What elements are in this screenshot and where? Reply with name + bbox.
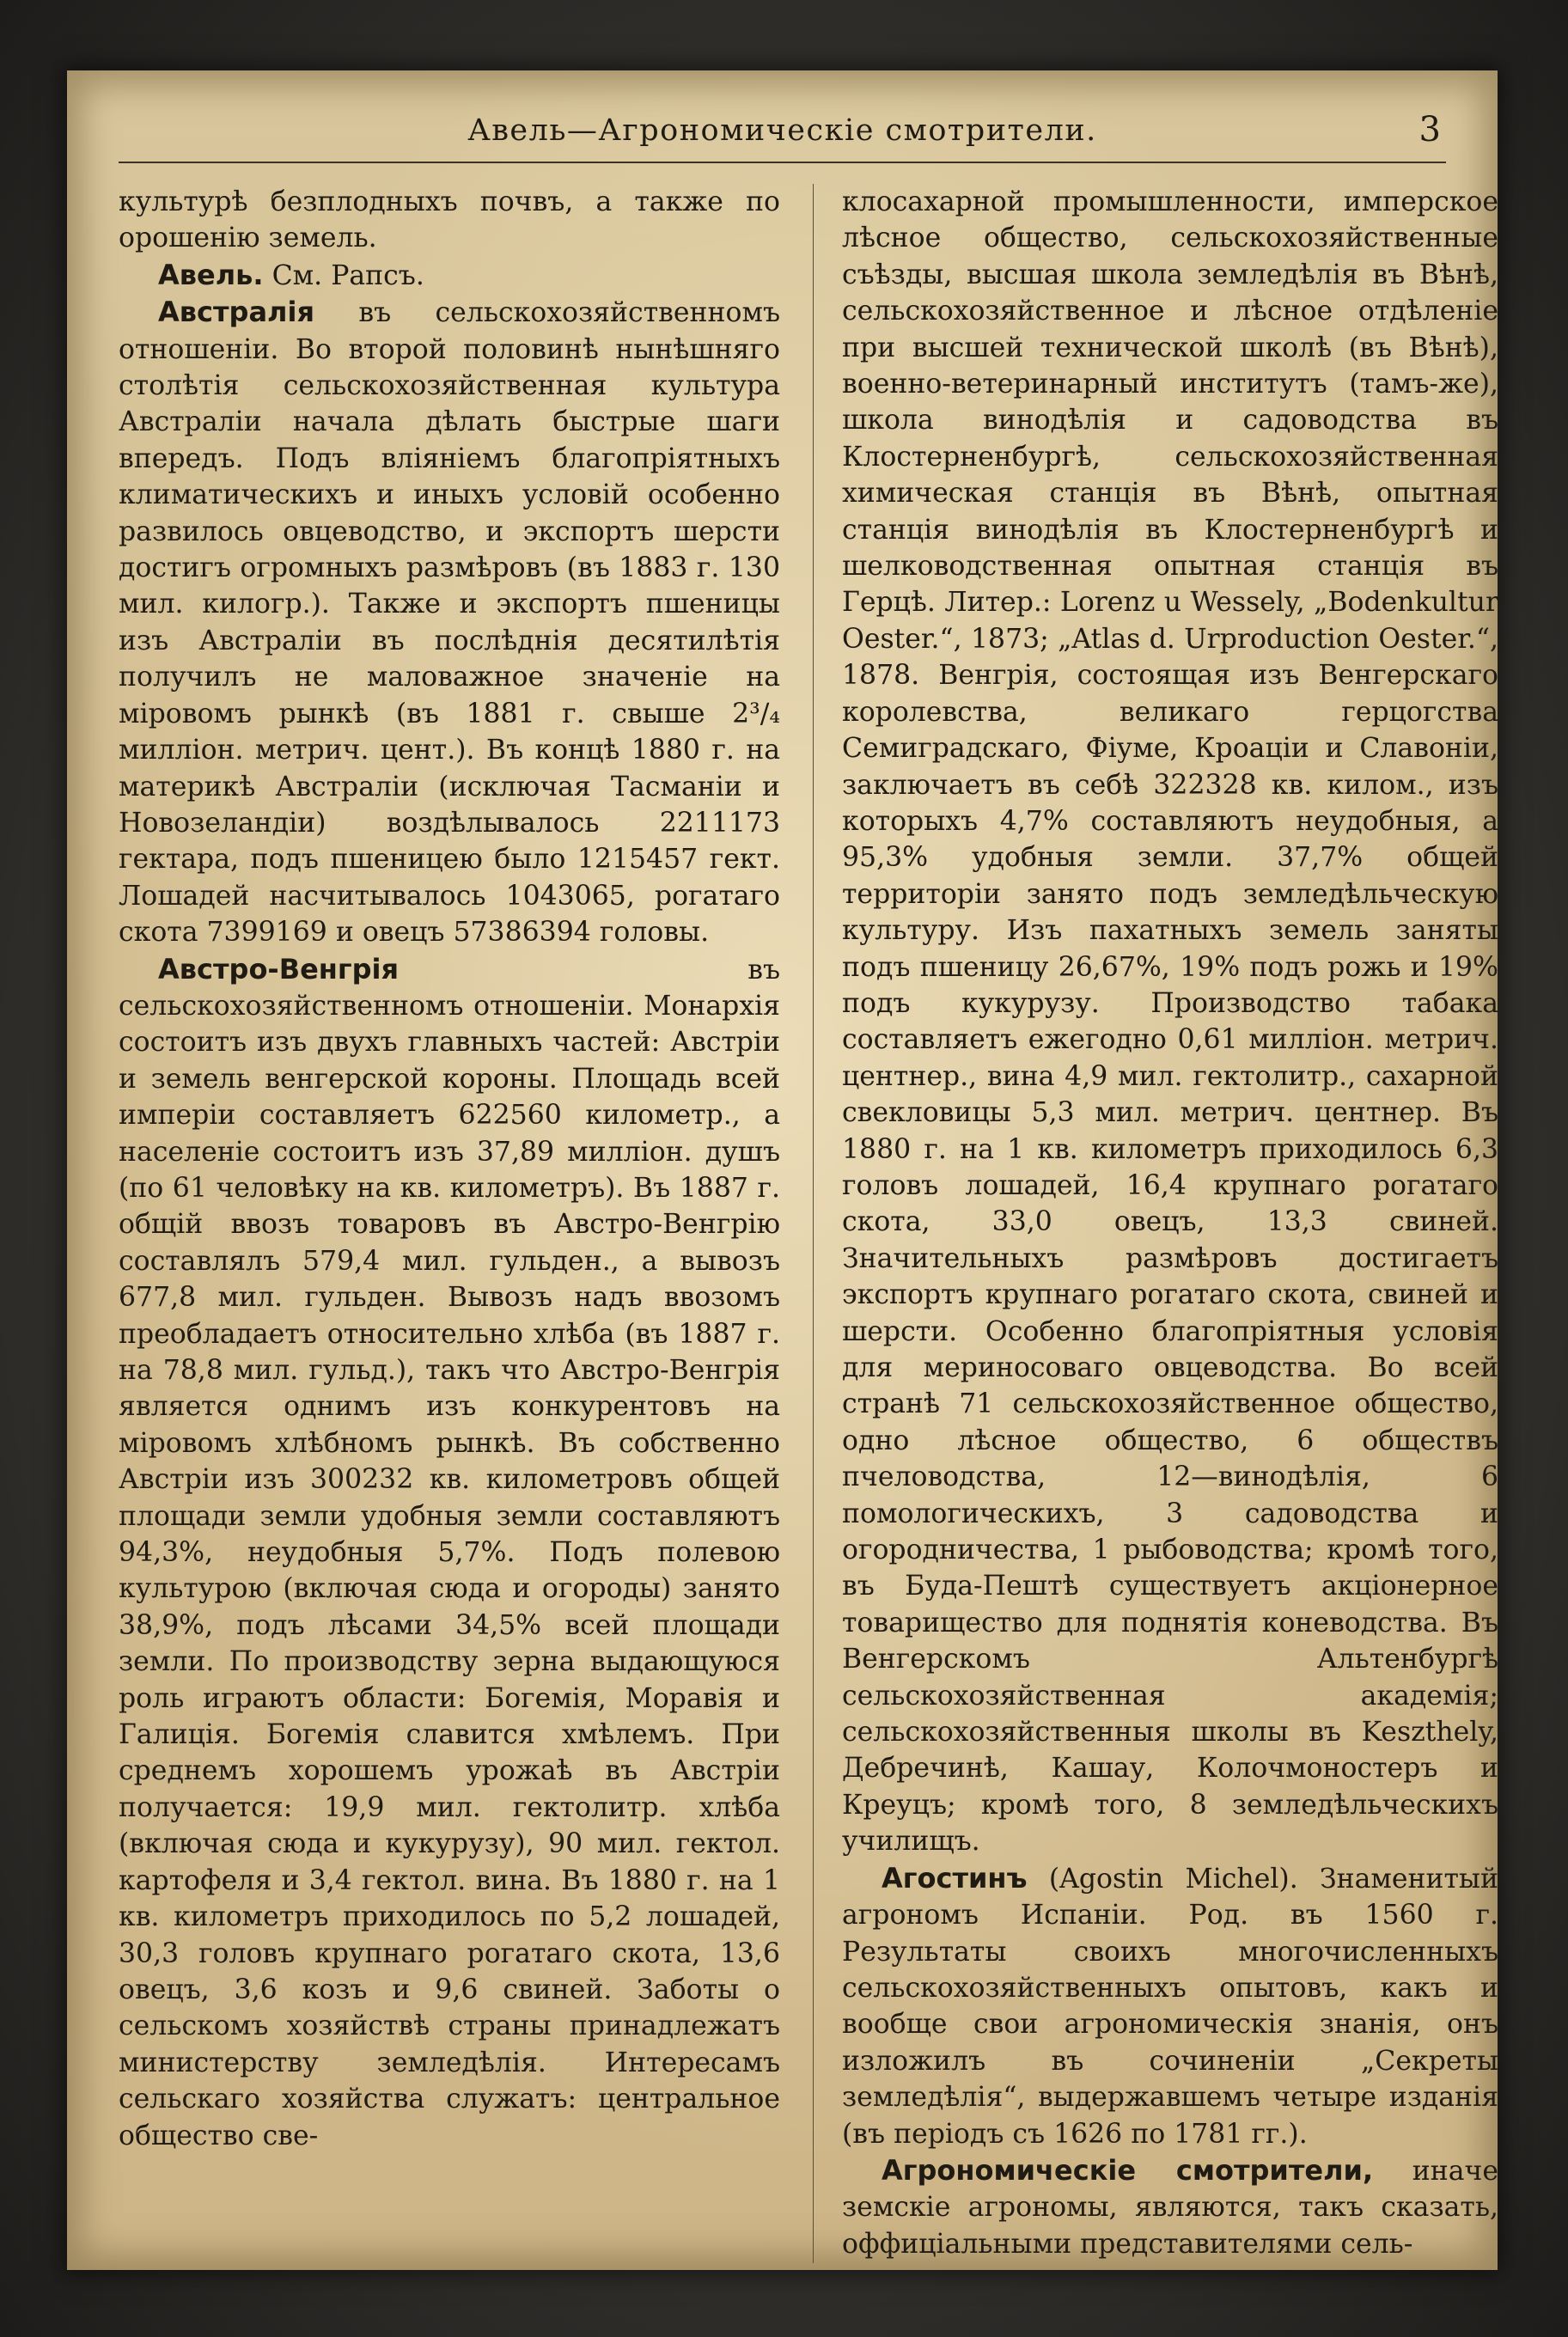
- paragraph-text: культурѣ безплодныхъ почвъ, а также по орошенію земель.: [119, 186, 780, 254]
- header-title: Авель—Агрономическіе смотрители.: [467, 113, 1097, 148]
- entry-agronomic-inspectors: [842, 2152, 1498, 2262]
- entry-agostin: [842, 1860, 1498, 2152]
- paragraph-continuation: [119, 184, 780, 257]
- entry-text: въ сельскохозяйственномъ отношеніи. Монархія состоитъ изъ двухъ главныхъ частей: Австріи и земель венгерской короны. Площадь всей имперіи составляетъ 622560 километр., а населеніе состоитъ изъ 37,89 милліон. душъ (по 61 человѣку на кв. километръ). Въ 1887 г. общій ввозъ товаровъ въ Австро-Венгрію составлялъ 579,4 мил. гульден., а вывозъ 677,8 мил. гульден. Вывозъ надъ ввозомъ преобладаетъ относительно хлѣба (въ 1887 г. на 78,8 мил. гульд.), такъ что Австро-Венгрія является однимъ изъ конкурентовъ на міровомъ хлѣбномъ рынкѣ. Въ собственно Австріи изъ 300232 кв. километровъ общей площади земли удобныя земли составляютъ 94,3%, неудобныя 5,7%. Подъ полевою культурою (включая сюда и огороды) занято 38,9%, подъ лѣсами 34,5% всей площади земли. По производству зерна выдающуюся роль играютъ области: Богемія, Моравія и Галиція. Богемія славится хмѣлемъ. При среднемъ хорошемъ урожаѣ въ Австріи получается: 19,9 мил. гектолитр. хлѣба (включая сюда и кукурузу), 90 мил. гектол. картофеля и 3,4 гектол. вина. Въ 1880 г. на 1 кв. километръ приходилось по 5,2 лошадей, 30,3 головъ крупнаго рогатаго скота, 13,6 овецъ, 3,6 козъ и 9,6 свиней. Заботы о сельскомъ хозяйствѣ страны принадлежатъ министерству земледѣлія. Интересамъ сельскаго хозяйства служатъ: центральное общество све-: [119, 954, 780, 2151]
- entry-term: Агрономическіе смотрители,: [882, 2153, 1374, 2187]
- right-column: [842, 184, 1498, 2262]
- entry-austria-hungary: [119, 951, 780, 2154]
- entry-text: См. Рапсъ.: [272, 259, 424, 291]
- entry-text: въ сельскохозяйственномъ отношеніи. Во второй половинѣ нынѣшняго столѣтія сельскохозяйственная культура Австраліи начала дѣлать быстрые шаги впередъ. Подъ вліяніемъ благопріятныхъ климатическихъ и иныхъ условій особенно развилось овцеводство, и экспортъ шерсти достигъ огромныхъ размѣровъ (въ 1883 г. 130 мил. килогр.). Также и экспортъ пшеницы изъ Австраліи въ послѣднія десятилѣтія получилъ не маловажное значеніе на міровомъ рынкѣ (въ 1881 г. свыше 2³/₄ милліон. метрич. цент.). Въ концѣ 1880 г. на материкѣ Австраліи (исключая Тасманіи и Новозеландіи) воздѣлывалось 2211173 гектара, подъ пшеницею было 1215457 гект. Лошадей насчитывалось 1043065, рогатаго скота 7399169 и овецъ 57386394 головы.: [119, 297, 780, 949]
- entry-term: Австро-Венгрія: [158, 952, 400, 985]
- entry-text: иначе земскіе агрономы, являются, такъ сказать, оффиціальными представителями сель-: [842, 2155, 1499, 2260]
- entry-text: (Agostin Michel). Знаменитый агрономъ Испаніи. Род. въ 1560 г. Результаты своихъ многочисленныхъ сельскохозяйственныхъ опытовъ, какъ и вообще свои агрономическія знанія, онъ изложилъ въ сочиненіи „Секреты земледѣлія“, выдержавшемъ четыре изданія (въ періодъ съ 1626 по 1781 гг.).: [842, 1863, 1498, 2150]
- page-number: 3: [1419, 110, 1441, 149]
- paragraph-text: клосахарной промышленности, имперское лѣсное общество, сельскохозяйственные съѣзды, высшая школа земледѣлія въ Вѣнѣ, сельскохозяйственное и лѣсное отдѣленіе при высшей технической школѣ (въ Вѣнѣ), военно-ветеринарный институтъ (тамъ-же), школа винодѣлія и садоводства въ Клостерненбургѣ, сельскохозяйственная химическая станція въ Вѣнѣ, опытная станція винодѣлія въ Клостерненбургѣ и шелководственная опытная станція въ Герцѣ. Литер.: Lorenz u Wessely, „Bodenkultur Oester.“, 1873; „Atlas d. Urproduction Oester.“, 1878. Венгрія, состоящая изъ Венгерскаго королевства, великаго герцогства Семиградскаго, Фіуме, Кроаціи и Славоніи, заключаетъ въ себѣ 322328 кв. килом., изъ которыхъ 4,7% составляютъ неудобныя, а 95,3% удобныя земли. 37,7% общей территоріи занято подъ земледѣльческую культуру. Изъ пахатныхъ земель заняты подъ пшеницу 26,67%, 19% подъ рожь и 19% подъ кукурузу. Производство табака составляетъ ежегодно 0,61 милліон. метрич. центнер., вина 4,9 мил. гектолитр., сахарной свекловицы 5,3 мил. метрич. центнер. Въ 1880 г. на 1 кв. километръ приходилось 6,3 головъ лошадей, 16,4 крупнаго рогатаго скота, 33,0 овецъ, 13,3 свиней. Значительныхъ размѣровъ достигаетъ экспортъ крупнаго рогатаго скота, свиней и шерсти. Особенно благопріятныя условія для мериносоваго овцеводства. Во всей странѣ 71 сельскохозяйственное общество, одно лѣсное общество, 6 обществъ пчеловодства, 12—винодѣлія, 6 помологическихъ, 3 садоводства и огородничества, 1 рыбоводства; кромѣ того, въ Буда-Пештѣ существуетъ акціонерное товарищество для поднятія коневодства. Въ Венгерскомъ Альтенбургѣ сельскохозяйственная академія; сельскохозяйственныя школы въ Keszthely, Дебречинѣ, Кашау, Колочмоностеръ и Креуцъ; кромѣ того, 8 земледѣльческихъ училищъ.: [842, 186, 1498, 1858]
- entry-term: Авель.: [158, 258, 264, 291]
- page-content: [119, 101, 1499, 2260]
- entry-term: Австралія: [158, 296, 314, 329]
- left-column: [119, 184, 780, 2154]
- entry-australia: [119, 294, 780, 950]
- paragraph-continuation: [842, 184, 1498, 1860]
- column-divider: [813, 184, 814, 2263]
- entry-avel: [119, 257, 780, 294]
- entry-term: Агостинъ: [882, 1861, 1028, 1895]
- book-page: [67, 70, 1498, 2270]
- running-header: [119, 101, 1446, 163]
